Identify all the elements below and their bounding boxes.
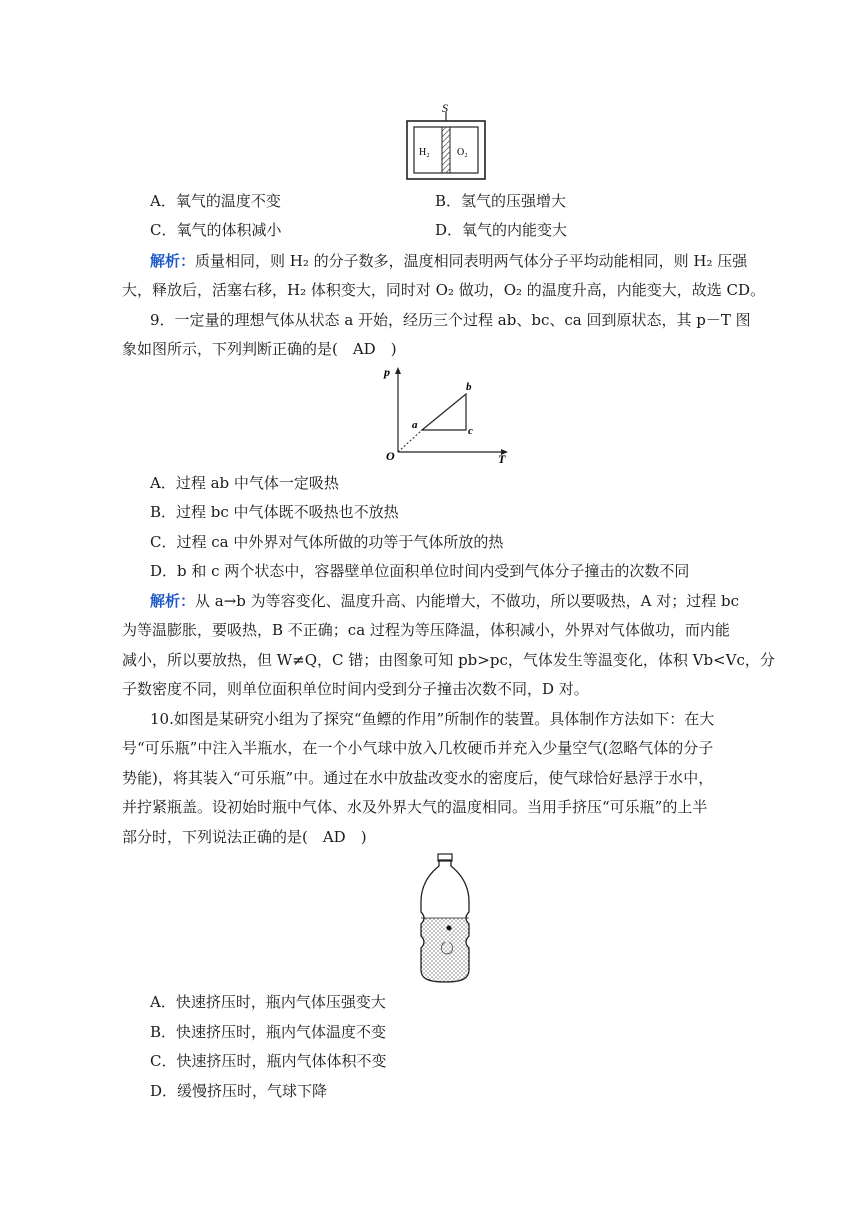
q9-analysis-line3: 减小，所以要放热，但 W≠Q，C 错；由图象可知 pb>pc，气体发生等温变化，体积 Vb<Vc，分 <box>122 651 775 669</box>
p-t-graph <box>380 364 520 466</box>
piston-container-figure <box>405 100 487 182</box>
bottle-figure <box>415 852 475 984</box>
analysis-label: 解析： <box>150 592 196 610</box>
q9-analysis-line4: 子数密度不同，则单位面积单位时间内受到分子撞击次数不同，D 对。 <box>122 680 589 698</box>
origin-label: O <box>386 449 395 463</box>
q8-analysis-line1: 解析：质量相同，则 H₂ 的分子数多，温度相同表明两气体分子平均动能相同，则 H₂ 压强 <box>150 252 748 270</box>
analysis-label: 解析： <box>150 252 196 270</box>
p-axis-label: p <box>384 365 390 379</box>
q10-option-c: C．快速挤压时，瓶内气体体积不变 <box>150 1052 387 1070</box>
h2-label: H₂ <box>419 147 430 158</box>
q10-option-a: A．快速挤压时，瓶内气体压强变大 <box>150 993 386 1011</box>
q9-stem-line2: 象如图所示，下列判断正确的是( AD ) <box>122 340 397 358</box>
q10-stem-line5: 部分时，下列说法正确的是( AD ) <box>122 828 367 846</box>
q10-stem-line4: 并拧紧瓶盖。设初始时瓶中气体、水及外界大气的温度相同。当用手挤压“可乐瓶”的上半 <box>122 798 708 816</box>
point-a-label: a <box>412 419 418 431</box>
q10-stem-line3: 势能)，将其装入“可乐瓶”中。通过在水中放盐改变水的密度后，使气球恰好悬浮于水中， <box>122 769 714 787</box>
q10-option-d: D．缓慢挤压时，气球下降 <box>150 1082 328 1100</box>
q8-analysis-line2: 大，释放后，活塞右移，H₂ 体积变大，同时对 O₂ 做功，O₂ 的温度升高，内能变大，故选 CD。 <box>122 281 766 299</box>
q9-analysis-line1: 解析：从 a→b 为等容变化、温度升高、内能增大，不做功，所以要吸热，A 对；过程 bc <box>150 592 740 610</box>
q9-stem-line1: 9．一定量的理想气体从状态 a 开始，经历三个过程 ab、bc、ca 回到原状态，其 p－T 图 <box>150 311 751 329</box>
q8-option-d: D．氧气的内能变大 <box>435 221 568 239</box>
q10-option-b: B．快速挤压时，瓶内气体温度不变 <box>150 1023 387 1041</box>
q8-option-a: A．氧气的温度不变 <box>150 192 281 210</box>
q9-option-b: B．过程 bc 中气体既不吸热也不放热 <box>150 503 399 521</box>
o2-label: O₂ <box>457 147 468 158</box>
q10-stem-line1: 10.如图是某研究小组为了探究“鱼鳔的作用”所制作的装置。具体制作方法如下：在大 <box>150 710 715 728</box>
point-b-label: b <box>466 381 472 393</box>
q9-option-d: D．b 和 c 两个状态中，容器壁单位面积单位时间内受到气体分子撞击的次数不同 <box>150 562 690 580</box>
point-c-label: c <box>468 425 473 437</box>
s-label: S <box>442 101 448 115</box>
q9-option-c: C．过程 ca 中外界对气体所做的功等于气体所放的热 <box>150 533 504 551</box>
q8-option-c: C．氧气的体积减小 <box>150 221 282 239</box>
q9-analysis-line2: 为等温膨胀，要吸热，B 不正确；ca 过程为等压降温，体积减小，外界对气体做功，而内能 <box>122 621 730 639</box>
q8-option-b: B．氢气的压强增大 <box>435 192 567 210</box>
q10-stem-line2: 号“可乐瓶”中注入半瓶水，在一个小气球中放入几枚硬币并充入少量空气(忽略气体的分子 <box>122 739 714 757</box>
q9-option-a: A．过程 ab 中气体一定吸热 <box>150 474 339 492</box>
t-axis-label: T <box>498 452 506 466</box>
